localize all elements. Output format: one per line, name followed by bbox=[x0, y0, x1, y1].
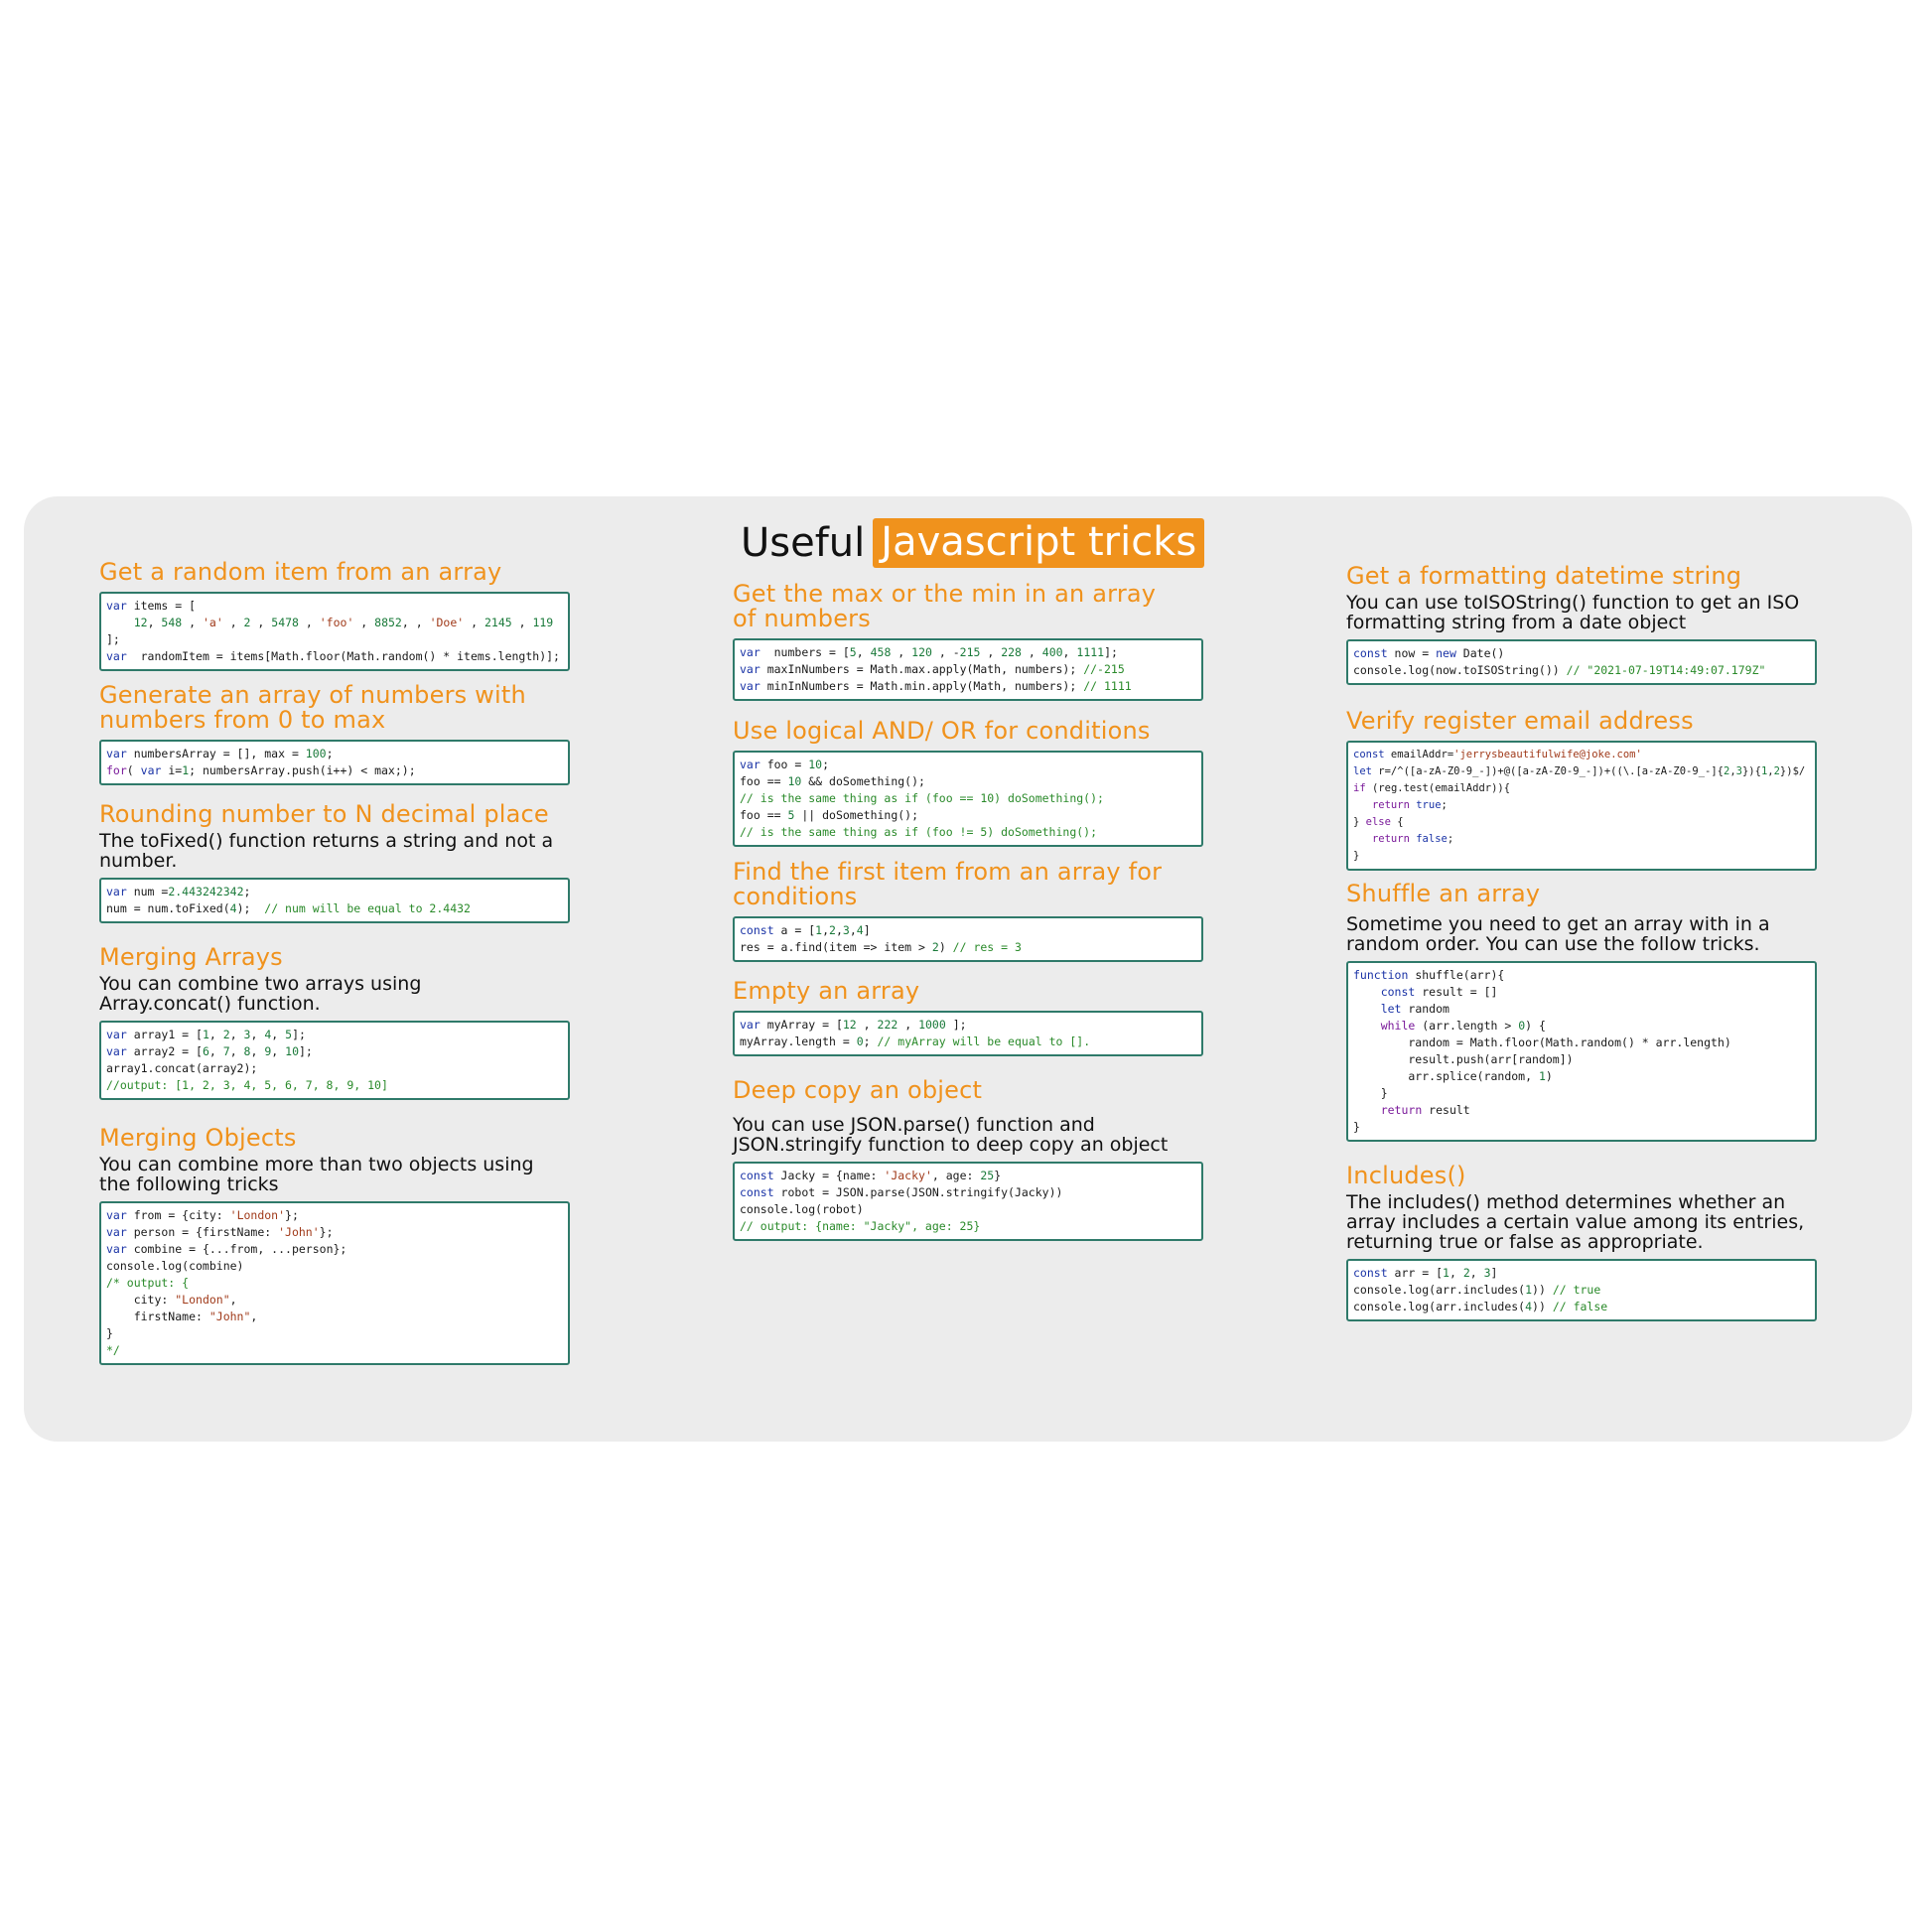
section-datetime bbox=[1346, 564, 1817, 685]
code-line: const arr = [1, 2, 3] bbox=[1353, 1266, 1498, 1280]
code-line: const now = new Date() bbox=[1353, 646, 1505, 660]
section-title: Find the first item from an array for conditions bbox=[733, 858, 1163, 910]
code-block bbox=[733, 638, 1203, 701]
code-line: } bbox=[1353, 1120, 1360, 1134]
code-line: } else { bbox=[1353, 816, 1404, 828]
section-description: You can use JSON.parse() function and JSON.stringify function to deep copy an object bbox=[733, 1114, 1169, 1156]
section-rounding bbox=[99, 802, 570, 923]
code-line: // is the same thing as if (foo != 5) doSomething(); bbox=[740, 825, 1098, 839]
code-line: result.push(arr[random]) bbox=[1353, 1052, 1574, 1066]
code-line: num = num.toFixed(4); // num will be equal to 2.4432 bbox=[106, 901, 471, 915]
code-line: if (reg.test(emailAddr)){ bbox=[1353, 782, 1511, 794]
code-line: */ bbox=[106, 1343, 120, 1357]
code-line: var randomItem = items[Math.floor(Math.random() * items.length)]; bbox=[106, 649, 560, 663]
code-line: var numbersArray = [], max = 100; bbox=[106, 747, 334, 760]
section-title: Rounding number to N decimal place bbox=[99, 800, 549, 828]
code-block bbox=[1346, 741, 1817, 871]
code-line: firstName: "John", bbox=[106, 1310, 258, 1323]
section-merging-arrays bbox=[99, 945, 570, 1100]
code-line: var num =2.443242342; bbox=[106, 885, 251, 898]
section-title: Verify register email address bbox=[1346, 707, 1694, 735]
code-line: res = a.find(item => item > 2) // res = 3 bbox=[740, 940, 1022, 954]
section-title: Use logical AND/ OR for conditions bbox=[733, 717, 1151, 745]
title-highlight: Javascript tricks bbox=[873, 518, 1204, 568]
section-empty-array bbox=[733, 979, 1203, 1056]
code-line: console.log(arr.includes(4)) // false bbox=[1353, 1300, 1608, 1313]
code-line: myArray.length = 0; // myArray will be equal to []. bbox=[740, 1035, 1091, 1048]
code-line: var from = {city: 'London'}; bbox=[106, 1208, 299, 1222]
code-line: } bbox=[106, 1326, 113, 1340]
section-title: Shuffle an array bbox=[1346, 880, 1541, 907]
code-line: const result = [] bbox=[1380, 985, 1498, 999]
code-line: function shuffle(arr){ bbox=[1353, 968, 1505, 982]
section-logical bbox=[733, 719, 1203, 847]
section-description: The toFixed() function returns a string and not a number. bbox=[99, 830, 554, 872]
section-title: Generate an array of numbers with numbers from 0 to max bbox=[99, 681, 526, 734]
page-title bbox=[741, 518, 1204, 568]
code-block bbox=[99, 1201, 570, 1365]
section-title: Get the max or the min in an array of numbers bbox=[733, 580, 1157, 632]
title-plain: Useful bbox=[741, 520, 866, 566]
code-line: console.log(now.toISOString()) // "2021-07-19T14:49:07.179Z" bbox=[1353, 663, 1766, 677]
section-deep-copy bbox=[733, 1078, 1203, 1241]
code-line: var combine = {...from, ...person}; bbox=[106, 1242, 347, 1256]
section-title: Merging Arrays bbox=[99, 943, 283, 971]
section-title: Deep copy an object bbox=[733, 1076, 983, 1104]
code-line: return result bbox=[1380, 1103, 1470, 1117]
section-includes bbox=[1346, 1164, 1817, 1321]
code-line: const a = [1,2,3,4] bbox=[740, 923, 871, 937]
code-line: city: "London", bbox=[106, 1293, 237, 1307]
code-line: } bbox=[1353, 850, 1360, 862]
code-line: var maxInNumbers = Math.max.apply(Math, numbers); //-215 bbox=[740, 662, 1125, 676]
code-block bbox=[1346, 961, 1817, 1142]
code-block bbox=[1346, 1259, 1817, 1321]
section-title: Get a formatting datetime string bbox=[1346, 562, 1742, 590]
section-find-first bbox=[733, 860, 1203, 962]
code-line: console.log(arr.includes(1)) // true bbox=[1353, 1283, 1601, 1297]
section-description: You can combine two arrays using Array.concat() function. bbox=[99, 973, 422, 1015]
section-description: The includes() method determines whether an array includes a certain value among its entries, returning true or false as appropriate. bbox=[1346, 1191, 1805, 1253]
code-line: console.log(combine) bbox=[106, 1259, 244, 1273]
code-line: // is the same thing as if (foo == 10) doSomething(); bbox=[740, 791, 1104, 805]
section-random-item bbox=[99, 560, 570, 671]
code-line: foo == 10 && doSomething(); bbox=[740, 774, 925, 788]
code-line: ]; bbox=[106, 632, 120, 646]
code-block bbox=[99, 740, 570, 785]
section-max-min bbox=[733, 582, 1203, 701]
code-line: console.log(robot) bbox=[740, 1202, 864, 1216]
section-title: Merging Objects bbox=[99, 1124, 297, 1152]
code-line: var minInNumbers = Math.min.apply(Math, numbers); // 1111 bbox=[740, 679, 1132, 693]
code-line: /* output: { bbox=[106, 1276, 190, 1290]
code-line: return true; bbox=[1371, 799, 1448, 811]
code-line: //output: [1, 2, 3, 4, 5, 6, 7, 8, 9, 10] bbox=[106, 1078, 388, 1092]
code-block bbox=[733, 916, 1203, 962]
code-line: for( var i=1; numbersArray.push(i++) < max;); bbox=[106, 763, 416, 777]
code-block bbox=[99, 1021, 570, 1100]
code-line: return false; bbox=[1371, 833, 1454, 845]
code-line: while (arr.length > 0) { bbox=[1380, 1019, 1546, 1033]
code-block bbox=[733, 751, 1203, 847]
section-shuffle bbox=[1346, 882, 1817, 1142]
section-description: You can use toISOString() function to get an ISO formatting string from a date object bbox=[1346, 592, 1800, 633]
code-line: var foo = 10; bbox=[740, 758, 830, 771]
code-line: foo == 5 || doSomething(); bbox=[740, 808, 919, 822]
code-line: random = Math.floor(Math.random() * arr.length) bbox=[1353, 1035, 1731, 1049]
section-title: Includes() bbox=[1346, 1162, 1466, 1189]
code-line: } bbox=[1353, 1086, 1388, 1100]
code-line: array1.concat(array2); bbox=[106, 1061, 258, 1075]
section-email bbox=[1346, 709, 1817, 871]
code-block bbox=[99, 592, 570, 671]
code-line: // output: {name: "Jacky", age: 25} bbox=[740, 1219, 981, 1233]
code-line: const Jacky = {name: 'Jacky', age: 25} bbox=[740, 1169, 1002, 1182]
code-line: var myArray = [12 , 222 , 1000 ]; bbox=[740, 1018, 967, 1032]
code-block bbox=[1346, 639, 1817, 685]
section-generate-array bbox=[99, 683, 570, 785]
code-line: 12, 548 , 'a' , 2 , 5478 , 'foo' , 8852, , 'Doe' , 2145 , 119 bbox=[133, 616, 554, 629]
code-line: var array2 = [6, 7, 8, 9, 10]; bbox=[106, 1044, 313, 1058]
section-title: Empty an array bbox=[733, 977, 920, 1005]
code-line: var person = {firstName: 'John'}; bbox=[106, 1225, 334, 1239]
code-line: var array1 = [1, 2, 3, 4, 5]; bbox=[106, 1028, 306, 1041]
code-line: let random bbox=[1380, 1002, 1449, 1016]
section-title: Get a random item from an array bbox=[99, 558, 502, 586]
code-line: const robot = JSON.parse(JSON.stringify(Jacky)) bbox=[740, 1185, 1063, 1199]
section-description: Sometime you need to get an array with in a random order. You can use the follow tricks. bbox=[1346, 913, 1770, 955]
code-line: var items = [ bbox=[106, 599, 197, 613]
code-line: let r=/^([a-zA-Z0-9_-])+@([a-zA-Z0-9_-])+((\.[a-zA-Z0-9_-]{2,3}){1,2})$/ bbox=[1353, 765, 1806, 777]
section-merging-objects bbox=[99, 1126, 570, 1365]
code-block bbox=[733, 1011, 1203, 1056]
code-block bbox=[733, 1162, 1203, 1241]
code-line: var numbers = [5, 458 , 120 , -215 , 228 , 400, 1111]; bbox=[740, 645, 1118, 659]
code-line: arr.splice(random, 1) bbox=[1353, 1069, 1553, 1083]
code-line: const emailAddr='jerrysbeautifulwife@joke.com' bbox=[1353, 749, 1642, 760]
section-description: You can combine more than two objects using the following tricks bbox=[99, 1154, 534, 1195]
code-block bbox=[99, 878, 570, 923]
